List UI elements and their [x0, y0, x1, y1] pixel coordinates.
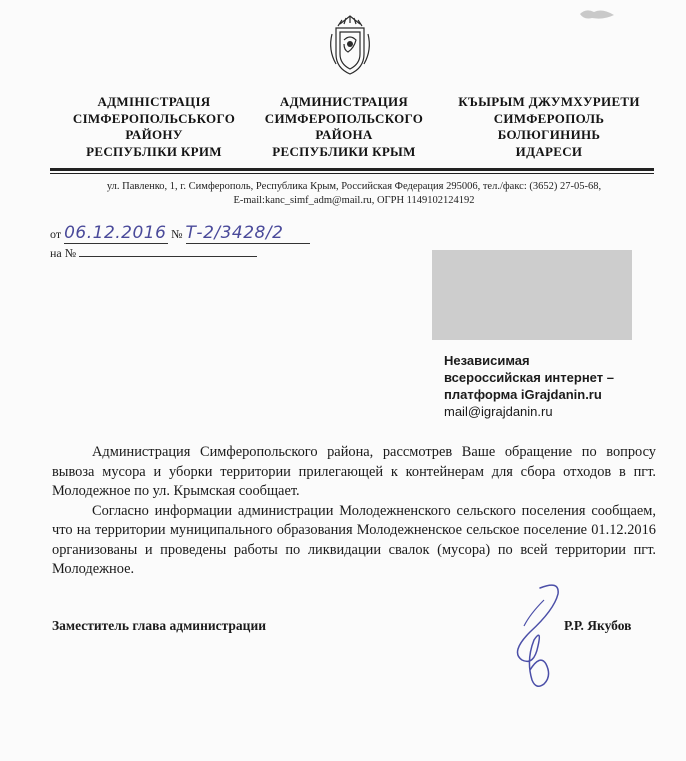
- header-russian: [244, 94, 444, 160]
- redacted-block: [432, 250, 632, 340]
- header-ukrainian: [54, 94, 254, 160]
- header-rule-thick: [50, 168, 654, 171]
- handwritten-date: 06.12.2016: [64, 223, 167, 243]
- handwritten-signature: [500, 580, 580, 695]
- contact-line: E-mail:kanc_simf_adm@mail.ru, ОГРН 1149102124192: [233, 195, 475, 206]
- recipient-line: всероссийская интернет –: [444, 370, 614, 385]
- recipient-block: [444, 352, 684, 420]
- scan-smudge: [578, 6, 616, 22]
- header-line: СИМФЕРОПОЛЬСКОГО: [264, 110, 424, 126]
- from-label: от: [50, 227, 62, 241]
- header-line: РАЙОНА: [315, 127, 373, 142]
- header-line: СІМФЕРОПОЛЬСЬКОГО: [72, 110, 236, 126]
- coat-of-arms-icon: [326, 14, 374, 78]
- date-field: [64, 223, 168, 244]
- header-line: РЕСПУБЛИКИ КРЫМ: [272, 143, 416, 159]
- header-line: КЪЫРЫМ ДЖУМХУРИЕТИ: [458, 94, 640, 109]
- header-line: АДМІНІСТРАЦІЯ: [97, 94, 211, 109]
- header-crimean-tatar: [444, 94, 654, 160]
- number-field: [186, 223, 310, 244]
- reference-in-reply: [50, 244, 257, 261]
- address-line: ул. Павленко, 1, г. Симферополь, Республика Крым, Российская Федерация 295006, тел./факс: (3652) 27-05-68,: [106, 181, 602, 192]
- body-paragraph: Согласно информации администрации Молодежненского сельского поселения сообщаем, что на территории муниципального образования Молодежненское сельское поселение 01.12.2016 организованы и проведены работы по ликвидации свалок (мусора) по всей территории пгт. Молодежное.: [52, 502, 656, 577]
- signatory-name: Р.Р. Якубов: [564, 618, 632, 633]
- handwritten-number: Т-2/3428/2: [185, 223, 284, 243]
- signatory-position: Заместитель глава администрации: [52, 618, 267, 633]
- reference-date-number: [50, 223, 310, 244]
- reply-to-label: на №: [50, 246, 77, 260]
- recipient-line: Независимая: [444, 353, 530, 368]
- recipient-email: mail@igrajdanin.ru: [444, 404, 553, 419]
- recipient-line: платформа iGrajdanin.ru: [444, 387, 602, 402]
- header-line: РАЙОНУ: [125, 127, 183, 142]
- reply-number-field: [79, 244, 257, 257]
- header-line: АДМИНИСТРАЦИЯ: [279, 94, 409, 109]
- header-line: БОЛЮГИНИНЬ: [497, 127, 601, 142]
- header-line: ИДАРЕСИ: [515, 143, 583, 159]
- header-line: РЕСПУБЛІКИ КРИМ: [86, 143, 222, 159]
- letter-body: [52, 443, 656, 580]
- body-paragraph: Администрация Симферопольского района, рассмотрев Ваше обращение по вопросу вывоза мусора и уборки территории прилегающей к контейнерам для сбора отходов в пгт. Молодежное по ул. Крымская сообщает.: [52, 444, 656, 499]
- header-line: СИМФЕРОПОЛЬ: [493, 110, 605, 126]
- header-rule-thin: [50, 173, 654, 174]
- number-label: №: [171, 227, 183, 241]
